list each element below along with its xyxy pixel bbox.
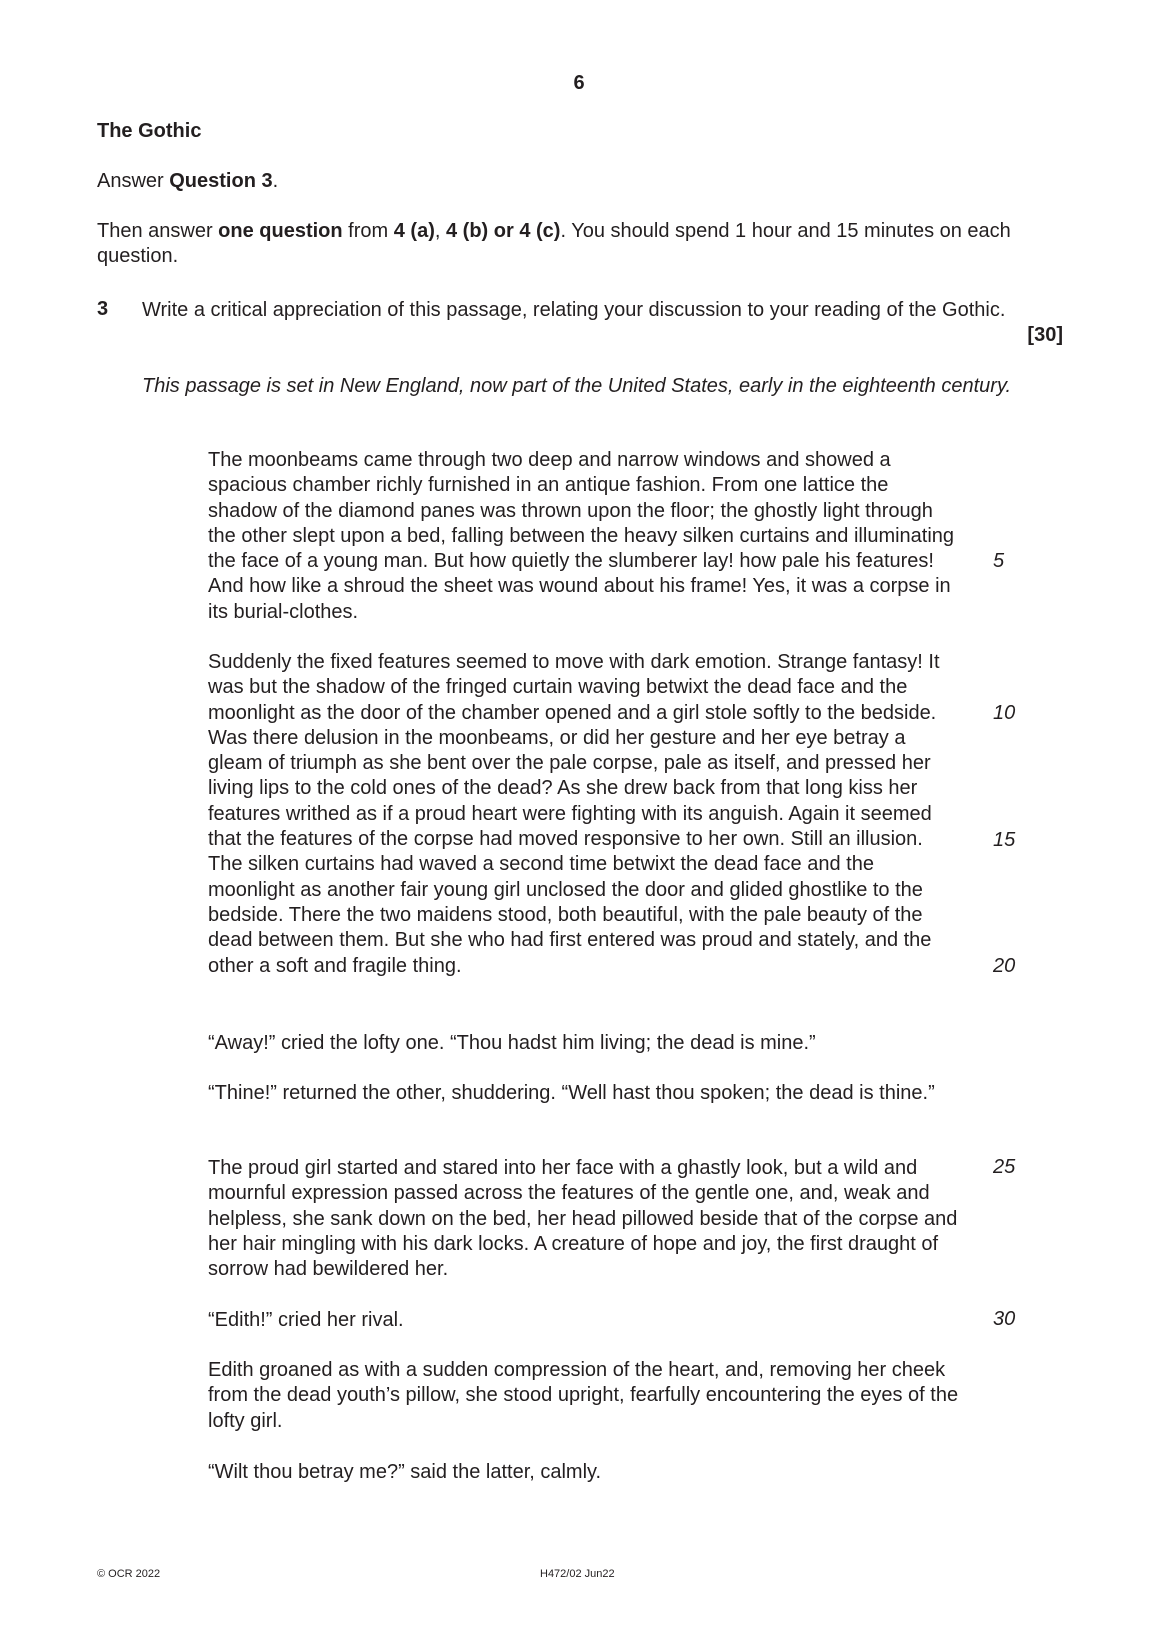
passage-paragraph: “Edith!” cried her rival. <box>208 1309 404 1331</box>
passage-paragraph: Edith groaned as with a sudden compression of the heart, and, removing her cheek from the dead youth’s pillow, she stood upright, fearfully encountering the eyes of the lofty girl. <box>208 1359 959 1432</box>
passage-paragraph: The proud girl started and stared into her face with a ghastly look, but a wild and mournful expression passed across the features of the gentle one, and, weak and helpless, she sank down on the bed, her head pillowed beside that of the corpse and her hair mingling with his dark locks. A creature of hope and joy, the first draught of sorrow had bewildered her. <box>208 1157 958 1281</box>
passage-context: This passage is set in New England, now part of the United States, early in the eighteenth century. <box>142 375 1012 397</box>
line-number-20: 20 <box>993 955 1016 977</box>
passage-paragraph: The moonbeams came through two deep and narrow windows and showed a spacious chamber richly furnished in an antique fashion. From one lattice the shadow of the diamond panes was thrown upon the floor; the ghostly light through the other slept upon a bed, falling between the heavy silken curtains and illuminating the face of a young man. But how quietly the slumberer lay! how pale his features! And how like a shroud the sheet was wound about his frame! Yes, it was a corpse in its burial-clothes. <box>208 449 955 623</box>
line-number-30: 30 <box>993 1308 1016 1330</box>
question-number: 3 <box>97 298 109 320</box>
passage-paragraph: “Away!” cried the lofty one. “Thou hadst him living; the dead is mine.” <box>208 1032 816 1054</box>
line-number-15: 15 <box>993 829 1016 851</box>
passage-paragraph: Suddenly the fixed features seemed to move with dark emotion. Strange fantasy! It was but the shadow of the fringed curtain waving betwixt the dead face and the moonlight as the door of the chamber opened and a girl stole softly to the bedside. Was there delusion in the moonbeams, or did her gesture and her eye betray a gleam of triumph as she bent over the pale corpse, pale as itself, and pressed her living lips to the cold ones of the dead? As she drew back from that long kiss her features writhed as if a proud heart were fighting with its anguish. Again it seemed that the features of the corpse had moved responsive to her own. Still an illusion. The silken curtains had waved a second time betwixt the dead face and the moonlight as another fair young girl unclosed the door and glided ghostlike to the bedside. There the two maidens stood, both beautiful, with the pale beauty of the dead between them. But she who had first entered was proud and stately, and the other a soft and fragile thing. <box>208 651 940 977</box>
footer-paper-code: H472/02 Jun22 <box>540 1568 615 1580</box>
instruction-choose-question: Then answer one question from 4 (a), 4 (b) or 4 (c). You should spend 1 hour and 15 minutes on each question. <box>97 220 1011 267</box>
question-text: Write a critical appreciation of this passage, relating your discussion to your reading of the Gothic. <box>142 299 1006 321</box>
section-title: The Gothic <box>97 120 202 142</box>
question-marks: [30] <box>1027 324 1063 346</box>
line-number-10: 10 <box>993 702 1016 724</box>
passage-paragraph: “Thine!” returned the other, shuddering. “Well hast thou spoken; the dead is thine.” <box>208 1082 935 1104</box>
line-number-25: 25 <box>993 1156 1016 1178</box>
passage-paragraph: “Wilt thou betray me?” said the latter, calmly. <box>208 1461 602 1483</box>
line-number-5: 5 <box>993 550 1005 572</box>
instruction-answer-q3: Answer Question 3. <box>97 170 279 192</box>
footer-copyright: © OCR 2022 <box>97 1568 161 1580</box>
page-number: 6 <box>573 72 585 94</box>
